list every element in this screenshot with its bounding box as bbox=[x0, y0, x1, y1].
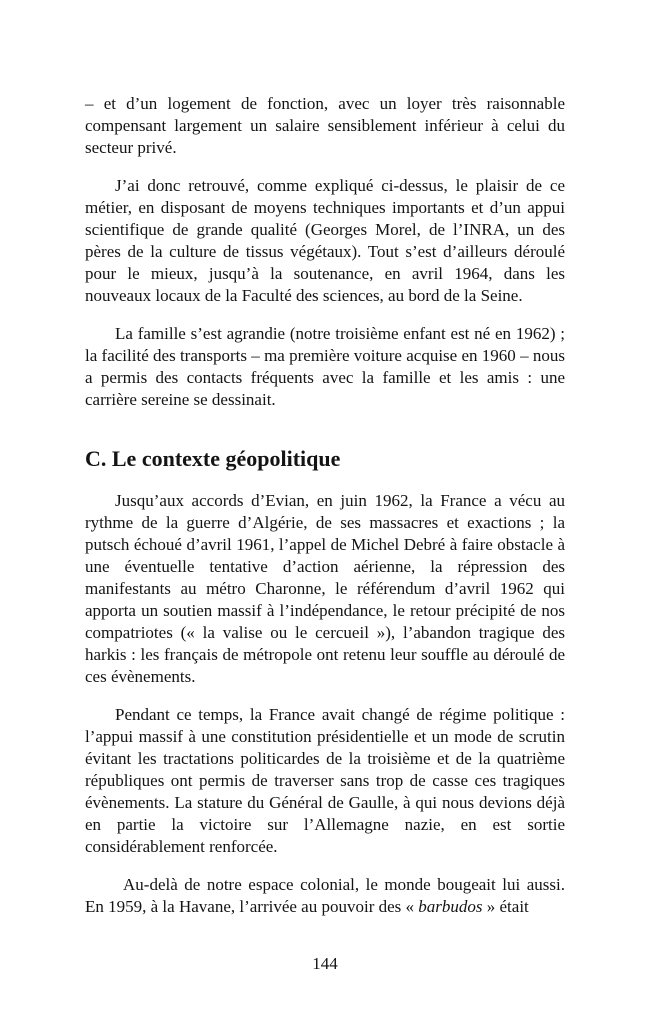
paragraph-text: » était bbox=[482, 897, 529, 916]
italic-term: barbudos bbox=[418, 897, 483, 916]
paragraph: J’ai donc retrouvé, comme expliqué ci-dessus, le plaisir de ce métier, en disposant de moyens techniques importants et d’un appui scientifique de grande qualité (Georges Morel, de l’INRA, un des pères de la culture de tissus végétaux). Tout s’est d’ailleurs déroulé pour le mieux, jusqu’à la soutenance, en avril 1964, dans les nouveaux locaux de la Faculté des sciences, au bord de la Seine. bbox=[85, 176, 565, 305]
text-block bbox=[85, 93, 565, 934]
page-number: 144 bbox=[312, 954, 338, 973]
paragraph: Pendant ce temps, la France avait changé de régime politique : l’appui massif à une constitution présidentielle et un mode de scrutin évitant les tractations politicardes de la troisième et de la quatrième républiques ont permis de traverser sans trop de casse ces tragiques évènements. La stature du Général de Gaulle, à qui nous devions déjà en partie la victoire sur l’Allemagne nazie, en est sortie considérablement renforcée. bbox=[85, 705, 565, 856]
paragraph: Jusqu’aux accords d’Evian, en juin 1962, la France a vécu au rythme de la guerre d’Algérie, de ses massacres et exactions ; la putsch échoué d’avril 1961, l’appel de Michel Debré à faire obstacle à une éventuelle tentative d’action aérienne, la répression des manifestants au métro Charonne, le référendum d’avril 1962 qui apporta un soutien massif à l’indépendance, le retour précipité de nos compatriotes (« la valise ou le cercueil »), l’abandon tragique des harkis : les français de métropole ont retenu leur souffle au déroulé de ces évènements. bbox=[85, 491, 565, 686]
section-heading: C. Le contexte géopolitique bbox=[85, 446, 341, 471]
paragraph-continuation: – et d’un logement de fonction, avec un loyer très raisonnable compensant largement un salaire sensiblement inférieur à celui du secteur privé. bbox=[85, 94, 565, 157]
paragraph bbox=[85, 874, 565, 918]
paragraph-text: Au-delà de notre espace colonial, le monde bougeait lui aussi. En 1959, à la Havane, l’arrivée au pouvoir des « bbox=[85, 875, 565, 916]
paragraph: La famille s’est agrandie (notre troisième enfant est né en 1962) ; la facilité des transports – ma première voiture acquise en 1960 – nous a permis des contacts fréquents avec la famille et les amis : une carrière sereine se dessinait. bbox=[85, 324, 565, 409]
